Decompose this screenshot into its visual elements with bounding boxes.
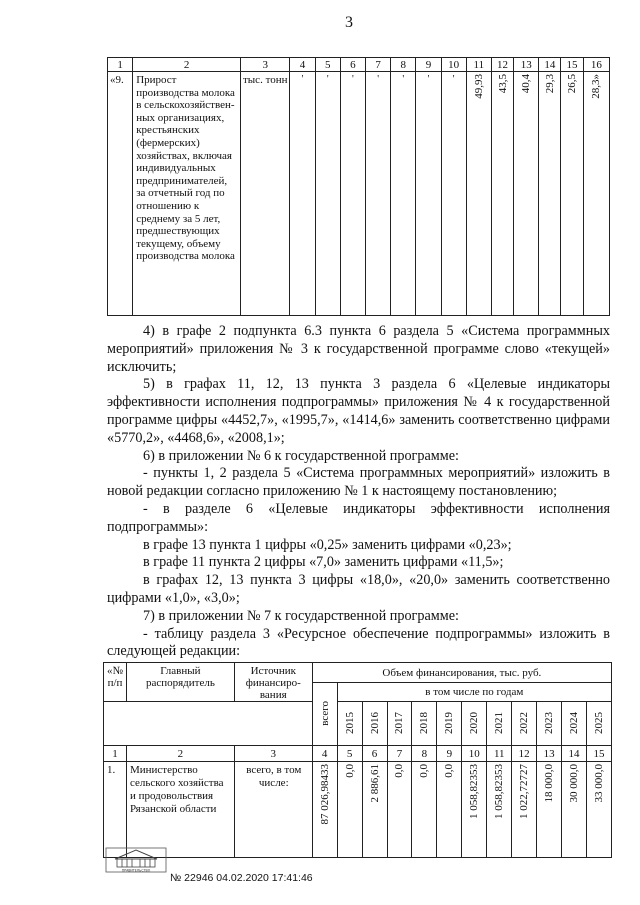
row-number: «9. — [108, 72, 133, 316]
dash-cell: ' — [290, 72, 315, 316]
column-index-header: 9 — [437, 746, 462, 762]
document-footer: № 22946 04.02.2020 17:41:46 — [170, 872, 313, 884]
column-index-header: 4 — [312, 746, 337, 762]
year-header — [512, 702, 537, 746]
column-index-header: 4 — [290, 58, 315, 72]
year-header — [462, 702, 487, 746]
indicator-table — [107, 57, 610, 316]
government-emblem-stamp — [105, 847, 167, 873]
value-text: 49,93 — [472, 74, 485, 99]
column-index-header: 3 — [241, 58, 290, 72]
year-label: 2023 — [543, 712, 556, 734]
column-index-header: 15 — [561, 58, 583, 72]
column-index-header: 14 — [562, 746, 587, 762]
total-header: всего — [312, 683, 337, 746]
column-index-header: 14 — [539, 58, 561, 72]
unit: тыс. тонн — [241, 72, 290, 316]
column-index-header: 11 — [466, 58, 491, 72]
column-index-header: 6 — [340, 58, 365, 72]
body-text — [107, 323, 610, 661]
column-index-header: 13 — [514, 58, 539, 72]
year-label: 2024 — [568, 712, 581, 734]
paragraph: в графе 11 пункта 2 цифры «7,0» заменить цифрами «11,5»; — [143, 554, 504, 571]
indicator-name: Прирост производства молока в сельскохозяйствен-ных организациях, крестьянских (фермерских) хозяйствах, включая индивидуальных предпринимателей, за отчетный год по отношению к среднему за 5 лет, предшествующих текущему, объему производства молока — [133, 72, 241, 316]
dash-cell: ' — [340, 72, 365, 316]
value-cell: 1 058,82353 — [487, 762, 512, 858]
column-index-header: 2 — [133, 58, 241, 72]
value-cell: 30 000,0 — [562, 762, 587, 858]
paragraph: - пункты 1, 2 раздела 5 «Система программных мероприятий» изложить в новой редакции согласно приложению № 1 к настоящему постановлению; — [107, 465, 610, 500]
paragraph: 5) в графах 11, 12, 13 пункта 3 раздела 6 «Целевые индикаторы эффективности исполнения подпрограммы» приложения № 4 к государственной программе цифры «4452,7», «1995,7», «1414,6» заменить соответственно цифрами «5770,2», «4468,6», «2008,1»; — [107, 376, 610, 446]
paragraph: в графе 13 пункта 1 цифры «0,25» заменить цифрами «0,23»; — [143, 536, 512, 553]
year-header — [412, 702, 437, 746]
total-value-cell: 87 026,98433 — [312, 762, 337, 858]
administrator: Министерство сельского хозяйства и продовольствия Рязанской области — [126, 762, 234, 858]
value-cell: 33 000,0 — [587, 762, 612, 858]
paragraph: 4) в графе 2 подпункта 6.3 пункта 6 раздела 5 «Система программных мероприятий» приложения № 3 к государственной программе слово «текущей» исключить; — [107, 323, 610, 375]
row-number: 1. — [104, 762, 127, 858]
column-index-header: 7 — [366, 58, 391, 72]
value-cell: 0,0 — [387, 762, 412, 858]
financing-table — [103, 662, 612, 858]
value-text: 40,4 — [520, 74, 533, 94]
column-index-header: 6 — [362, 746, 387, 762]
dash-cell: ' — [416, 72, 441, 316]
value-text: 29,3 — [543, 74, 556, 94]
column-index-header: 5 — [315, 58, 340, 72]
value-cell — [466, 72, 491, 316]
column-index-header: 9 — [416, 58, 441, 72]
column-index-header: 7 — [387, 746, 412, 762]
column-index-header: 10 — [462, 746, 487, 762]
dash-cell: ' — [391, 72, 416, 316]
source: всего, в том числе: — [234, 762, 312, 858]
year-label: 2015 — [343, 712, 356, 734]
year-label: 2022 — [518, 712, 531, 734]
header-spacer — [104, 702, 313, 746]
year-label: 2021 — [493, 712, 506, 734]
column-index-header: 2 — [126, 746, 234, 762]
by-years-header: в том числе по годам — [337, 683, 611, 702]
dash-cell: ' — [366, 72, 391, 316]
value-cell: 18 000,0 — [537, 762, 562, 858]
year-header — [337, 702, 362, 746]
value-cell — [514, 72, 539, 316]
volume-header: Объем финансирования, тыс. руб. — [312, 663, 611, 683]
page-number: 3 — [345, 14, 353, 31]
value-cell: 0,0 — [412, 762, 437, 858]
column-index-header: 1 — [108, 58, 133, 72]
col-source-header: Источник финансиро-вания — [234, 663, 312, 702]
value-cell: 1 058,82353 — [462, 762, 487, 858]
value-text: 28,3» — [590, 74, 603, 99]
value-cell: 0,0 — [337, 762, 362, 858]
year-header — [362, 702, 387, 746]
column-index-header: 12 — [491, 58, 513, 72]
col-num-header: «№ п/п — [104, 663, 127, 702]
year-header — [437, 702, 462, 746]
value-cell: 1 022,72727 — [512, 762, 537, 858]
paragraph: - таблицу раздела 3 «Ресурсное обеспечение подпрограммы» изложить в следующей редакции: — [107, 625, 610, 660]
year-label: 2019 — [443, 712, 456, 734]
year-header — [537, 702, 562, 746]
col-admin-header: Главный распорядитель — [126, 663, 234, 702]
column-index-header: 5 — [337, 746, 362, 762]
value-cell: 2 886,61 — [362, 762, 387, 858]
year-label: 2020 — [468, 712, 481, 734]
value-cell — [539, 72, 561, 316]
stamp-label: ПРАВИТЕЛЬСТВО — [121, 868, 151, 873]
year-header — [562, 702, 587, 746]
column-index-header: 13 — [537, 746, 562, 762]
column-index-header: 16 — [583, 58, 609, 72]
paragraph: 6) в приложении № 6 к государственной программе: — [143, 447, 459, 464]
year-label: 2017 — [393, 712, 406, 734]
paragraph: в графах 12, 13 пункта 3 цифры «18,0», «20,0» заменить соответственно цифрами «1,0», «3,0»; — [107, 572, 610, 606]
year-header — [487, 702, 512, 746]
value-text: 26,5 — [566, 74, 579, 94]
value-cell — [583, 72, 609, 316]
dash-cell: ' — [315, 72, 340, 316]
value-cell: 0,0 — [437, 762, 462, 858]
value-cell — [491, 72, 513, 316]
paragraph: 7) в приложении № 7 к государственной программе: — [143, 607, 459, 624]
value-text: 43,5 — [496, 74, 509, 94]
column-index-header: 8 — [391, 58, 416, 72]
year-label: 2018 — [418, 712, 431, 734]
value-cell — [561, 72, 583, 316]
dash-cell: ' — [441, 72, 466, 316]
year-label: 2025 — [593, 712, 605, 734]
paragraph: - в разделе 6 «Целевые индикаторы эффективности исполнения подпрограммы»: — [107, 500, 610, 535]
year-label: 2016 — [368, 712, 381, 734]
column-index-header: 12 — [512, 746, 537, 762]
year-header — [587, 702, 612, 746]
column-index-header: 10 — [441, 58, 466, 72]
column-index-header: 15 — [587, 746, 612, 762]
column-index-header: 8 — [412, 746, 437, 762]
column-index-header: 11 — [487, 746, 512, 762]
column-index-header: 1 — [104, 746, 127, 762]
year-header — [387, 702, 412, 746]
column-index-header: 3 — [234, 746, 312, 762]
